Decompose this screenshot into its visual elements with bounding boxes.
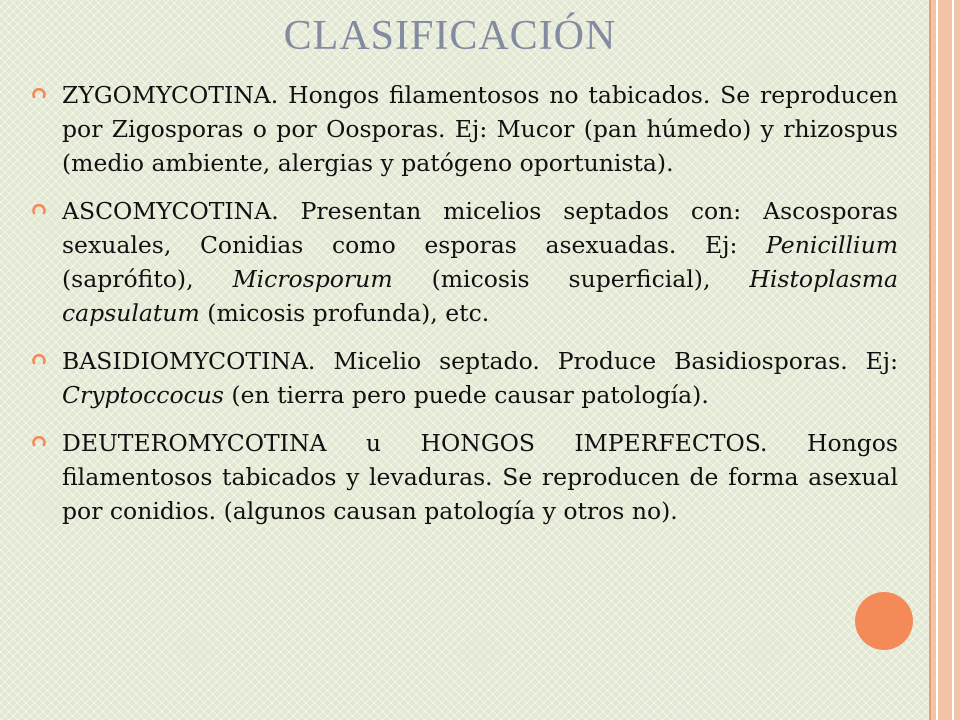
orange-circle-decoration xyxy=(855,592,913,650)
text-run: (en tierra pero puede causar patología). xyxy=(223,381,709,409)
circle-arc-bullet-icon xyxy=(32,436,46,450)
bullet-item-zygomycotina xyxy=(32,78,898,180)
genus-name: Penicillium xyxy=(766,231,898,259)
bullet-item-basidiomycotina xyxy=(32,344,898,412)
decorative-right-band xyxy=(929,0,960,720)
species-name: Histoplasma capsulatum xyxy=(62,265,899,327)
bullet-list xyxy=(32,78,898,542)
bullet-item-deuteromycotina xyxy=(32,426,898,528)
band-edge-line xyxy=(930,0,931,720)
text-run: (micosis superficial), xyxy=(392,265,750,293)
circle-arc-bullet-icon xyxy=(32,354,46,368)
circle-arc-bullet-icon xyxy=(32,88,46,102)
circle-arc-bullet-icon xyxy=(32,204,46,218)
text-run: (saprófito), xyxy=(62,265,233,293)
slide-title: CLASIFICACIÓN xyxy=(283,13,617,59)
band-stripe xyxy=(952,0,954,720)
bullet-item-ascomycotina xyxy=(32,194,898,330)
text-run: BASIDIOMYCOTINA. Micelio septado. Produce Basidiosporas. Ej: xyxy=(62,347,898,375)
text-run: (micosis profunda), etc. xyxy=(199,299,490,327)
genus-name: Microsporum xyxy=(232,265,393,293)
bullet-text: ZYGOMYCOTINA. Hongos filamentosos no tabicados. Se reproducen por Zigosporas o por Oosporas. Ej: Mucor (pan húmedo) y rhizospus (medio ambiente, alergias y patógeno oportunista). xyxy=(62,81,898,177)
band-stripe xyxy=(936,0,938,720)
genus-name: Cryptoccocus xyxy=(62,381,224,409)
bullet-text xyxy=(62,197,898,327)
text-run: ASCOMYCOTINA. Presentan micelios septados con: Ascosporas sexuales, Conidias como esporas asexuadas. Ej: xyxy=(62,197,898,259)
bullet-text: DEUTEROMYCOTINA u HONGOS IMPERFECTOS. Hongos filamentosos tabicados y levaduras. Se reproducen de forma asexual por conidios. (algunos causan patología y otros no). xyxy=(62,429,898,525)
bullet-text xyxy=(62,347,898,409)
